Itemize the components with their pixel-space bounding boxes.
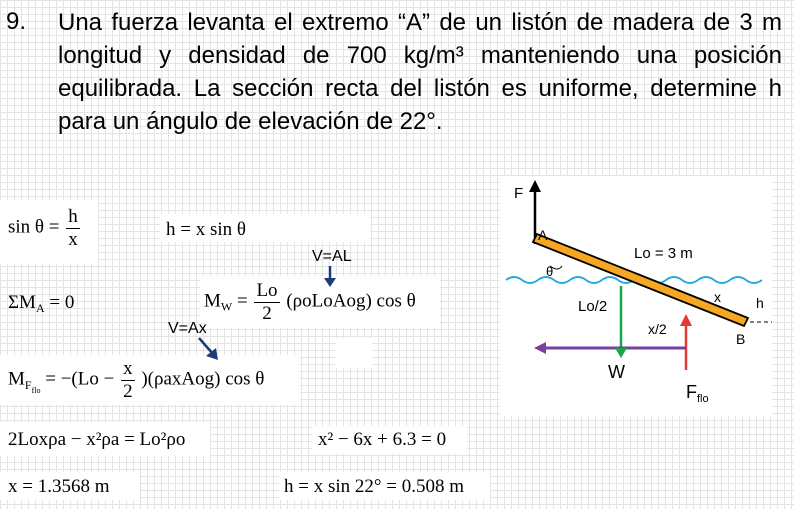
- label-theta: θ: [546, 264, 554, 279]
- equation-h: h = x sin θ: [166, 219, 246, 240]
- mf-rhs: )(ρaxAog) cos θ: [141, 368, 265, 390]
- label-half-length: Lo/2: [578, 298, 608, 315]
- numerator: x: [123, 358, 133, 379]
- sum-ma-rhs: = 0: [44, 292, 75, 313]
- equation-balance: 2Loxρa − x²ρa = Lo²ρo: [8, 429, 186, 450]
- label-h: h: [756, 295, 764, 311]
- mw-lhs: M: [204, 290, 221, 312]
- equation-moment-weight: [204, 280, 416, 325]
- equation-quadratic: x² − 6x + 6.3 = 0: [318, 429, 447, 450]
- numerator: Lo: [256, 280, 278, 301]
- equation-sum-moments: [8, 292, 75, 315]
- diagram-background: [500, 176, 772, 416]
- label-point-b: B: [736, 331, 746, 347]
- plank-diagram: [500, 176, 780, 416]
- equation-sin-theta: [8, 206, 82, 251]
- note-v-ax: V=Ax: [168, 320, 207, 337]
- mw-sub: W: [220, 299, 233, 314]
- mf-mid: = −(Lo −: [40, 368, 115, 390]
- sum-ma: ΣM: [8, 292, 36, 313]
- label-x: x: [714, 289, 721, 305]
- denominator: x: [68, 228, 78, 250]
- fraction: [121, 358, 135, 403]
- label-force-f: F: [514, 185, 524, 202]
- sin-lhs: sin θ =: [8, 216, 60, 238]
- denominator: 2: [123, 380, 133, 402]
- formula-backdrop: [336, 338, 372, 368]
- note-v-al: V=AL: [312, 248, 352, 265]
- result-x: x = 1.3568 m: [8, 476, 110, 497]
- mf-sub: F: [24, 377, 32, 392]
- denominator: 2: [262, 302, 272, 324]
- label-weight: W: [608, 362, 625, 382]
- fraction: [254, 280, 279, 325]
- problem-number: 9.: [6, 8, 27, 35]
- fraction: [66, 206, 80, 251]
- equation-moment-buoyancy: [8, 358, 264, 403]
- sum-ma-sub: A: [35, 301, 45, 315]
- mf-lhs: M: [8, 368, 25, 390]
- result-h: h = x sin 22° = 0.508 m: [284, 476, 464, 497]
- label-point-a: A: [538, 227, 548, 243]
- mf-subsub: flo: [31, 385, 41, 395]
- label-length: Lo = 3 m: [634, 245, 693, 262]
- mw-eq: =: [232, 290, 248, 312]
- mw-rhs: (ρoLoAog) cos θ: [286, 290, 416, 312]
- label-buoyancy: $F_{flo}$: [686, 382, 709, 405]
- numerator: h: [68, 206, 78, 227]
- problem-text: Una fuerza levanta el extremo “A” de un listón de madera de 3 m longitud y densidad de 700 kg/m³ manteniendo una posición equilibrada. La sección recta del listón es uniforme, determine h para un ángulo de elevación de 22°.: [58, 9, 782, 135]
- label-half-x: x/2: [648, 321, 667, 337]
